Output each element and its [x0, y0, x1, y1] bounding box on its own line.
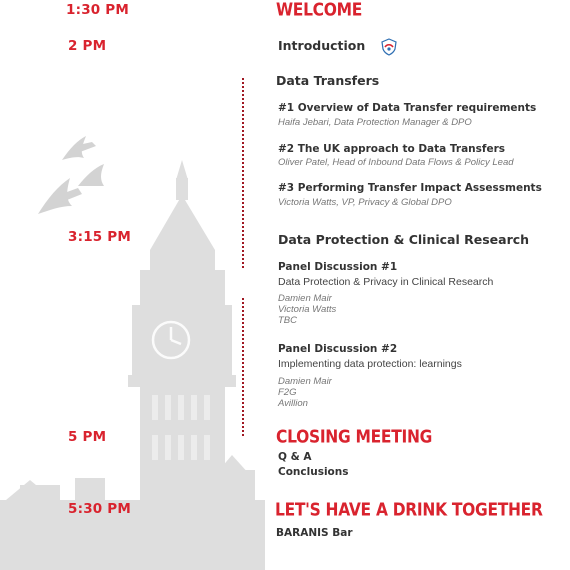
talk-2-title: #2 The UK approach to Data Transfers [278, 143, 506, 155]
clinical-heading: Data Protection & Clinical Research [278, 232, 530, 247]
talk-3-speaker: Victoria Watts, VP, Privacy & Global DPO [278, 197, 452, 208]
time-intro: 2 PM [68, 38, 107, 54]
intro-heading: Introduction [278, 38, 366, 53]
panel-1-speaker: Damien Mair [278, 293, 332, 304]
talk-2-speaker: Oliver Patel, Head of Inbound Data Flows & Policy Lead [278, 157, 514, 168]
timeline-dotted-line [242, 298, 244, 436]
closing-item-conclusions: Conclusions [278, 466, 349, 478]
closing-heading: CLOSING MEETING [276, 427, 433, 448]
drink-place: BARANIS Bar [276, 527, 353, 539]
panel-2-title: Panel Discussion #2 [278, 343, 398, 355]
panel-2-speaker: Avillion [278, 398, 308, 409]
panel-1-subtitle: Data Protection & Privacy in Clinical Research [278, 276, 494, 288]
time-closing: 5 PM [68, 429, 107, 445]
panel-1-speaker: Victoria Watts [278, 304, 337, 315]
talk-3-title: #3 Performing Transfer Impact Assessments [278, 182, 542, 194]
talk-1-title: #1 Overview of Data Transfer requirements [278, 102, 537, 114]
time-drink: 5:30 PM [68, 501, 132, 517]
closing-item-qa: Q & A [278, 451, 312, 463]
time-clinical: 3:15 PM [68, 229, 132, 245]
talk-1-speaker: Haifa Jebari, Data Protection Manager & DPO [278, 117, 472, 128]
panel-2-subtitle: Implementing data protection: learnings [278, 358, 462, 370]
panel-1-title: Panel Discussion #1 [278, 261, 398, 273]
shield-logo-icon [380, 38, 398, 56]
data-transfers-heading: Data Transfers [276, 73, 380, 88]
welcome-heading: WELCOME [276, 0, 363, 21]
panel-1-speaker: TBC [278, 315, 297, 326]
panel-2-speaker: F2G [278, 387, 297, 398]
time-welcome: 1:30 PM [66, 2, 130, 18]
timeline-dotted-line [242, 78, 244, 268]
drink-heading: LET'S HAVE A DRINK TOGETHER [275, 500, 543, 521]
panel-2-speaker: Damien Mair [278, 376, 332, 387]
